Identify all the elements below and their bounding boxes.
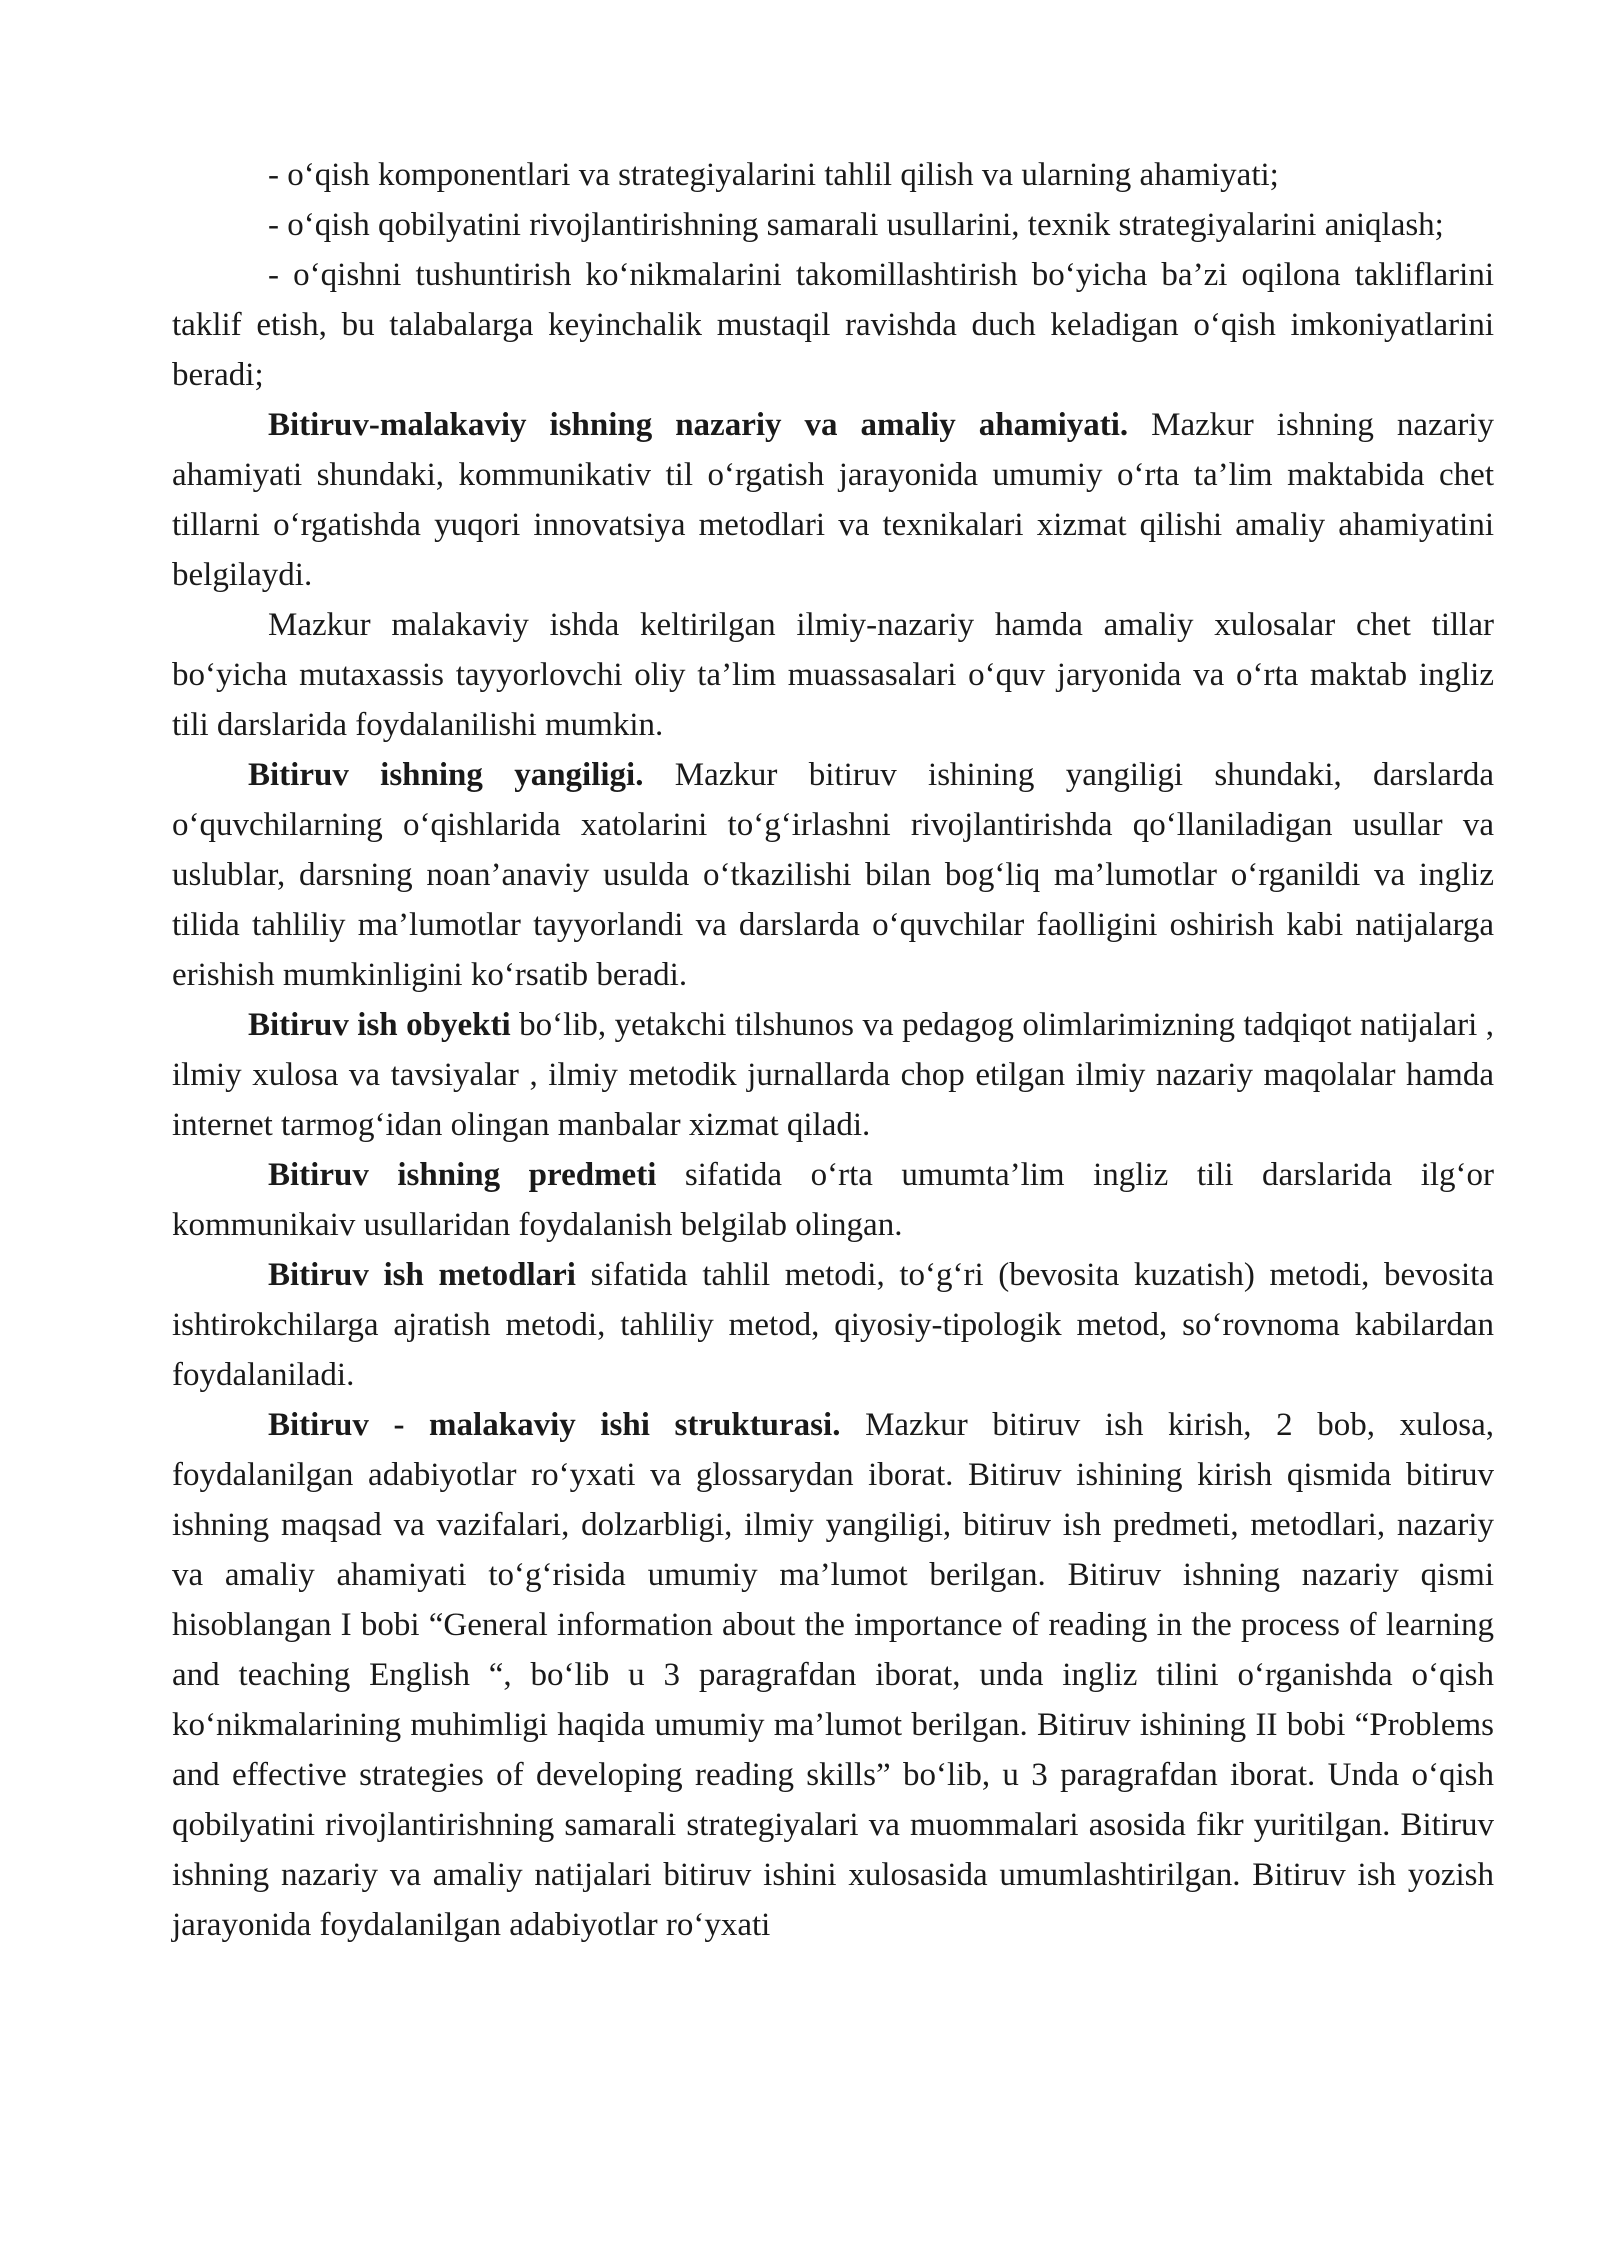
structure-paragraph: [172, 1400, 1494, 1950]
subject-paragraph: [172, 1150, 1494, 1250]
paragraph-heading: Bitiruv ish obyekti: [248, 1007, 511, 1043]
document-page: [172, 150, 1494, 1950]
paragraph-text: - o‘qishni tushuntirish ko‘nikmalarini takomillashtirish bo‘yicha ba’zi oqilona takliflarini taklif etish, bu talabalarga keyinchalik mustaqil ravishda duch keladigan o‘qish imkoniyatlarini beradi;: [172, 257, 1494, 393]
paragraph-text: - o‘qish qobilyatini rivojlantirishning samarali usullarini, texnik strategiyalarini aniqlash;: [268, 207, 1444, 243]
paragraph-heading: Bitiruv ishning yangiligi.: [248, 757, 644, 793]
paragraph-heading: Bitiruv - malakaviy ishi strukturasi.: [268, 1407, 841, 1443]
paragraph-text: Mazkur malakaviy ishda keltirilgan ilmiy-nazariy hamda amaliy xulosalar chet tillar bo‘yicha mutaxassis tayyorlovchi oliy ta’lim muassasalari o‘quv jaryonida va o‘rta maktab ingliz tili darslarida foydalanilishi mumkin.: [172, 607, 1494, 743]
paragraph-text: Mazkur ishning nazariy ahamiyati shundaki, kommunikativ til o‘rgatish jarayonida umumiy o‘rta ta’lim maktabida chet tillarni o‘rgatishda yuqori innovatsiya metodlari va texnikalari xizmat qilishi amaliy ahamiyatini belgilaydi.: [172, 407, 1494, 593]
paragraph-heading: Bitiruv ish metodlari: [268, 1257, 576, 1293]
bullet-paragraph-1: [172, 150, 1494, 200]
paragraph-text: sifatida o‘rta umumta’lim ingliz tili darslarida ilg‘or kommunikaiv usullaridan foydalanish belgilab olingan.: [172, 1157, 1495, 1243]
methods-paragraph: [172, 1250, 1494, 1400]
paragraph-heading: Bitiruv ishning predmeti: [268, 1157, 657, 1193]
novelty-paragraph: [172, 750, 1494, 1000]
paragraph-text: Mazkur bitiruv ishining yangiligi shundaki, darslarda o‘quvchilarning o‘qishlarida xatolarini to‘g‘irlashni rivojlantirishda qo‘llaniladigan usullar va uslublar, darsning noan’anaviy usulda o‘tkazilishi bilan bog‘liq ma’lumotlar o‘rganildi va ingliz tilida tahliliy ma’lumotlar tayyorlandi va darslarda o‘quvchilar faolligini oshirish kabi natijalarga erishish mumkinligini ko‘rsatib beradi.: [172, 757, 1494, 993]
paragraph-text: Mazkur bitiruv ish kirish, 2 bob, xulosa, foydalanilgan adabiyotlar ro‘yxati va glossarydan iborat. Bitiruv ishining kirish qismida bitiruv ishning maqsad va vazifalari, dolzarbligi, ilmiy yangiligi, bitiruv ish predmeti, metodlari, nazariy va amaliy ahamiyati to‘g‘risida umumiy ma’lumot berilgan. Bitiruv ishning nazariy qismi hisoblangan I bobi “General information about the importance of reading in the process of learning and teaching English “, bo‘lib u 3 paragrafdan iborat, unda ingliz tilini o‘rganishda o‘qish ko‘nikmalarining muhimligi haqida umumiy ma’lumot berilgan. Bitiruv ishining II bobi “Problems and effective strategies of developing reading skills” bo‘lib, u 3 paragrafdan iborat. Unda o‘qish qobilyatini rivojlantirishning samarali strategiyalari va muommalari asosida fikr yuritilgan. Bitiruv ishning nazariy va amaliy natijalari bitiruv ishini xulosasida umumlashtirilgan. Bitiruv ish yozish jarayonida foydalanilgan adabiyotlar ro‘yxati: [172, 1407, 1494, 1943]
paragraph-text: sifatida tahlil metodi, to‘g‘ri (bevosita kuzatish) metodi, bevosita ishtirokchilarga ajratish metodi, tahliliy metod, qiyosiy-tipologik metod, so‘rovnoma kabilardan foydalaniladi.: [172, 1257, 1494, 1393]
paragraph-text: bo‘lib, yetakchi tilshunos va pedagog olimlarimizning tadqiqot natijalari , ilmiy xulosa va tavsiyalar , ilmiy metodik jurnallarda chop etilgan ilmiy nazariy maqolalar hamda internet tarmog‘idan olingan manbalar xizmat qiladi.: [172, 1007, 1494, 1143]
bullet-paragraph-3: [172, 250, 1494, 400]
significance-paragraph: [172, 400, 1494, 600]
conclusions-paragraph: [172, 600, 1494, 750]
paragraph-heading: Bitiruv-malakaviy ishning nazariy va amaliy ahamiyati.: [268, 407, 1129, 443]
bullet-paragraph-2: [172, 200, 1494, 250]
paragraph-text: - o‘qish komponentlari va strategiyalarini tahlil qilish va ularning ahamiyati;: [268, 157, 1279, 193]
object-paragraph: [172, 1000, 1494, 1150]
